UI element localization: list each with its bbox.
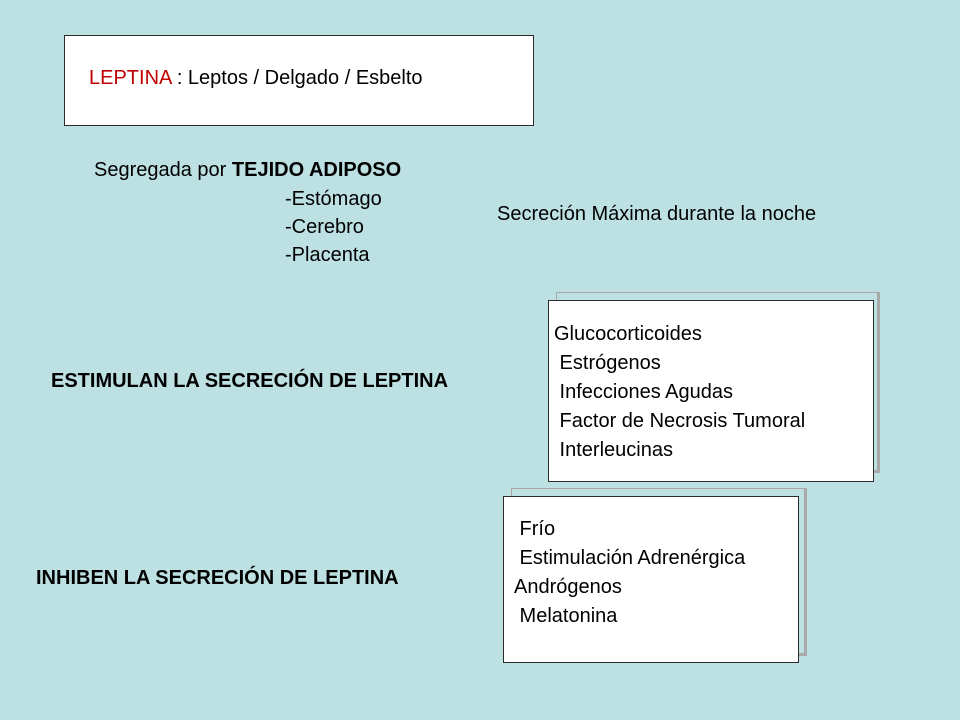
list-item: Interleucinas	[554, 439, 673, 461]
inhibit-box	[503, 496, 799, 663]
source-item: -Placenta	[285, 244, 370, 266]
list-item: Estrógenos	[554, 352, 661, 374]
source-item: -Cerebro	[285, 216, 364, 238]
source-item: -Estómago	[285, 188, 382, 210]
secreted-by-prefix: Segregada por	[94, 159, 232, 181]
sources-list	[285, 185, 382, 269]
list-item: Estimulación Adrenérgica	[514, 547, 746, 569]
stimulate-heading: ESTIMULAN LA SECRECIÓN DE LEPTINA	[51, 370, 449, 392]
list-item: Infecciones Agudas	[554, 381, 734, 403]
title-line	[89, 67, 423, 90]
title-box	[64, 35, 534, 126]
stimulate-list	[554, 320, 805, 465]
list-item: Glucocorticoides	[554, 323, 702, 345]
title-rest: : Leptos / Delgado / Esbelto	[171, 67, 423, 89]
list-item: Frío	[514, 518, 556, 540]
title-keyword: LEPTINA	[89, 67, 172, 89]
secreted-by-line	[94, 156, 401, 184]
main-source: TEJIDO ADIPOSO	[231, 159, 402, 181]
inhibit-heading: INHIBEN LA SECRECIÓN DE LEPTINA	[36, 567, 399, 589]
list-item: Factor de Necrosis Tumoral	[554, 410, 806, 432]
list-item: Andrógenos	[514, 576, 622, 598]
inhibit-list	[514, 515, 745, 631]
max-secretion-note: Secreción Máxima durante la noche	[497, 203, 817, 225]
list-item: Melatonina	[514, 605, 618, 627]
stimulate-box	[548, 300, 874, 482]
